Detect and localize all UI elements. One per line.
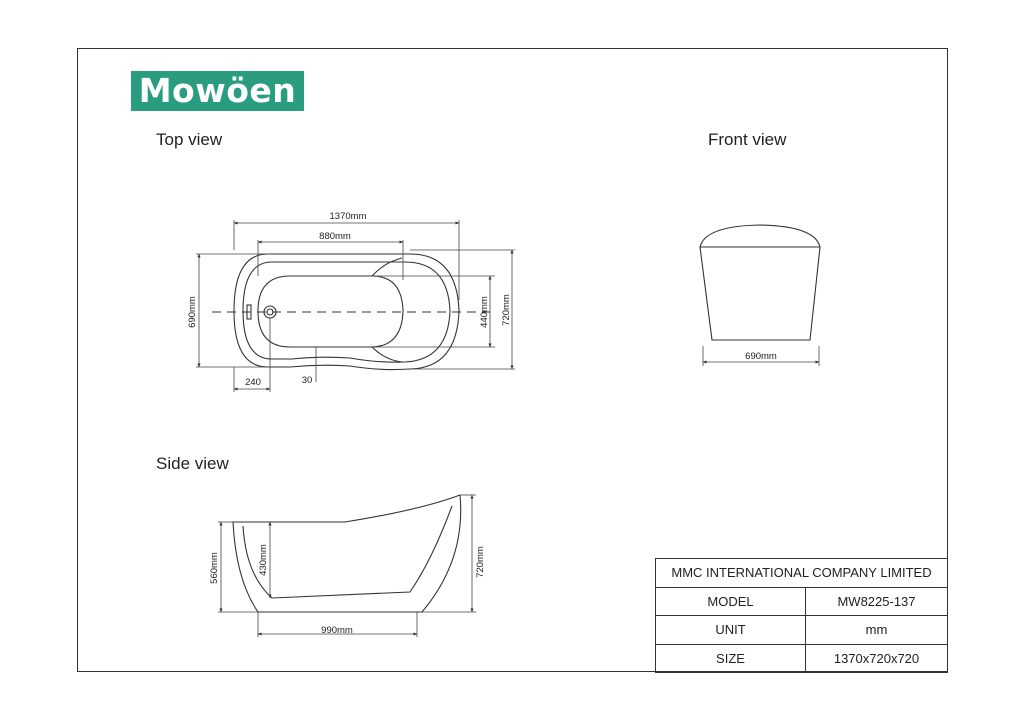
model-value: MW8225-137 xyxy=(806,587,948,616)
dim-overall-length: 1370mm xyxy=(329,211,367,222)
unit-value: mm xyxy=(806,616,948,645)
unit-label: UNIT xyxy=(656,616,806,645)
dim-back-height: 720mm xyxy=(475,546,486,578)
dim-overall-width: 690mm xyxy=(187,296,198,328)
spec-table xyxy=(655,558,948,673)
top-view-title: Top view xyxy=(156,130,223,149)
dim-front-width: 690mm xyxy=(745,351,777,362)
model-label: MODEL xyxy=(656,587,806,616)
table-row xyxy=(656,587,948,616)
dim-inner-width: 440mm xyxy=(479,296,490,328)
dim-inner-depth: 430mm xyxy=(258,544,269,576)
dim-wall: 30 xyxy=(301,375,313,386)
front-view-title: Front view xyxy=(708,130,787,149)
top-view-drawing xyxy=(212,254,490,370)
dim-right-width: 720mm xyxy=(501,294,512,326)
front-rim-outline xyxy=(700,225,820,247)
table-row xyxy=(656,644,948,673)
size-label: SIZE xyxy=(656,644,806,673)
table-row xyxy=(656,559,948,588)
side-inner-outline xyxy=(243,506,452,598)
brand-logo: Mowöen xyxy=(131,71,304,111)
dim-rim-height: 560mm xyxy=(209,552,220,584)
dim-inner-length: 880mm xyxy=(319,231,351,242)
size-value: 1370x720x720 xyxy=(806,644,948,673)
company-name: MMC INTERNATIONAL COMPANY LIMITED xyxy=(656,559,948,588)
dim-drain-offset: 240 xyxy=(245,377,261,388)
front-body-outline xyxy=(700,247,820,340)
table-row xyxy=(656,616,948,645)
side-view-title: Side view xyxy=(156,454,229,473)
dim-floor-length: 990mm xyxy=(321,625,353,636)
front-view-drawing xyxy=(700,225,820,340)
